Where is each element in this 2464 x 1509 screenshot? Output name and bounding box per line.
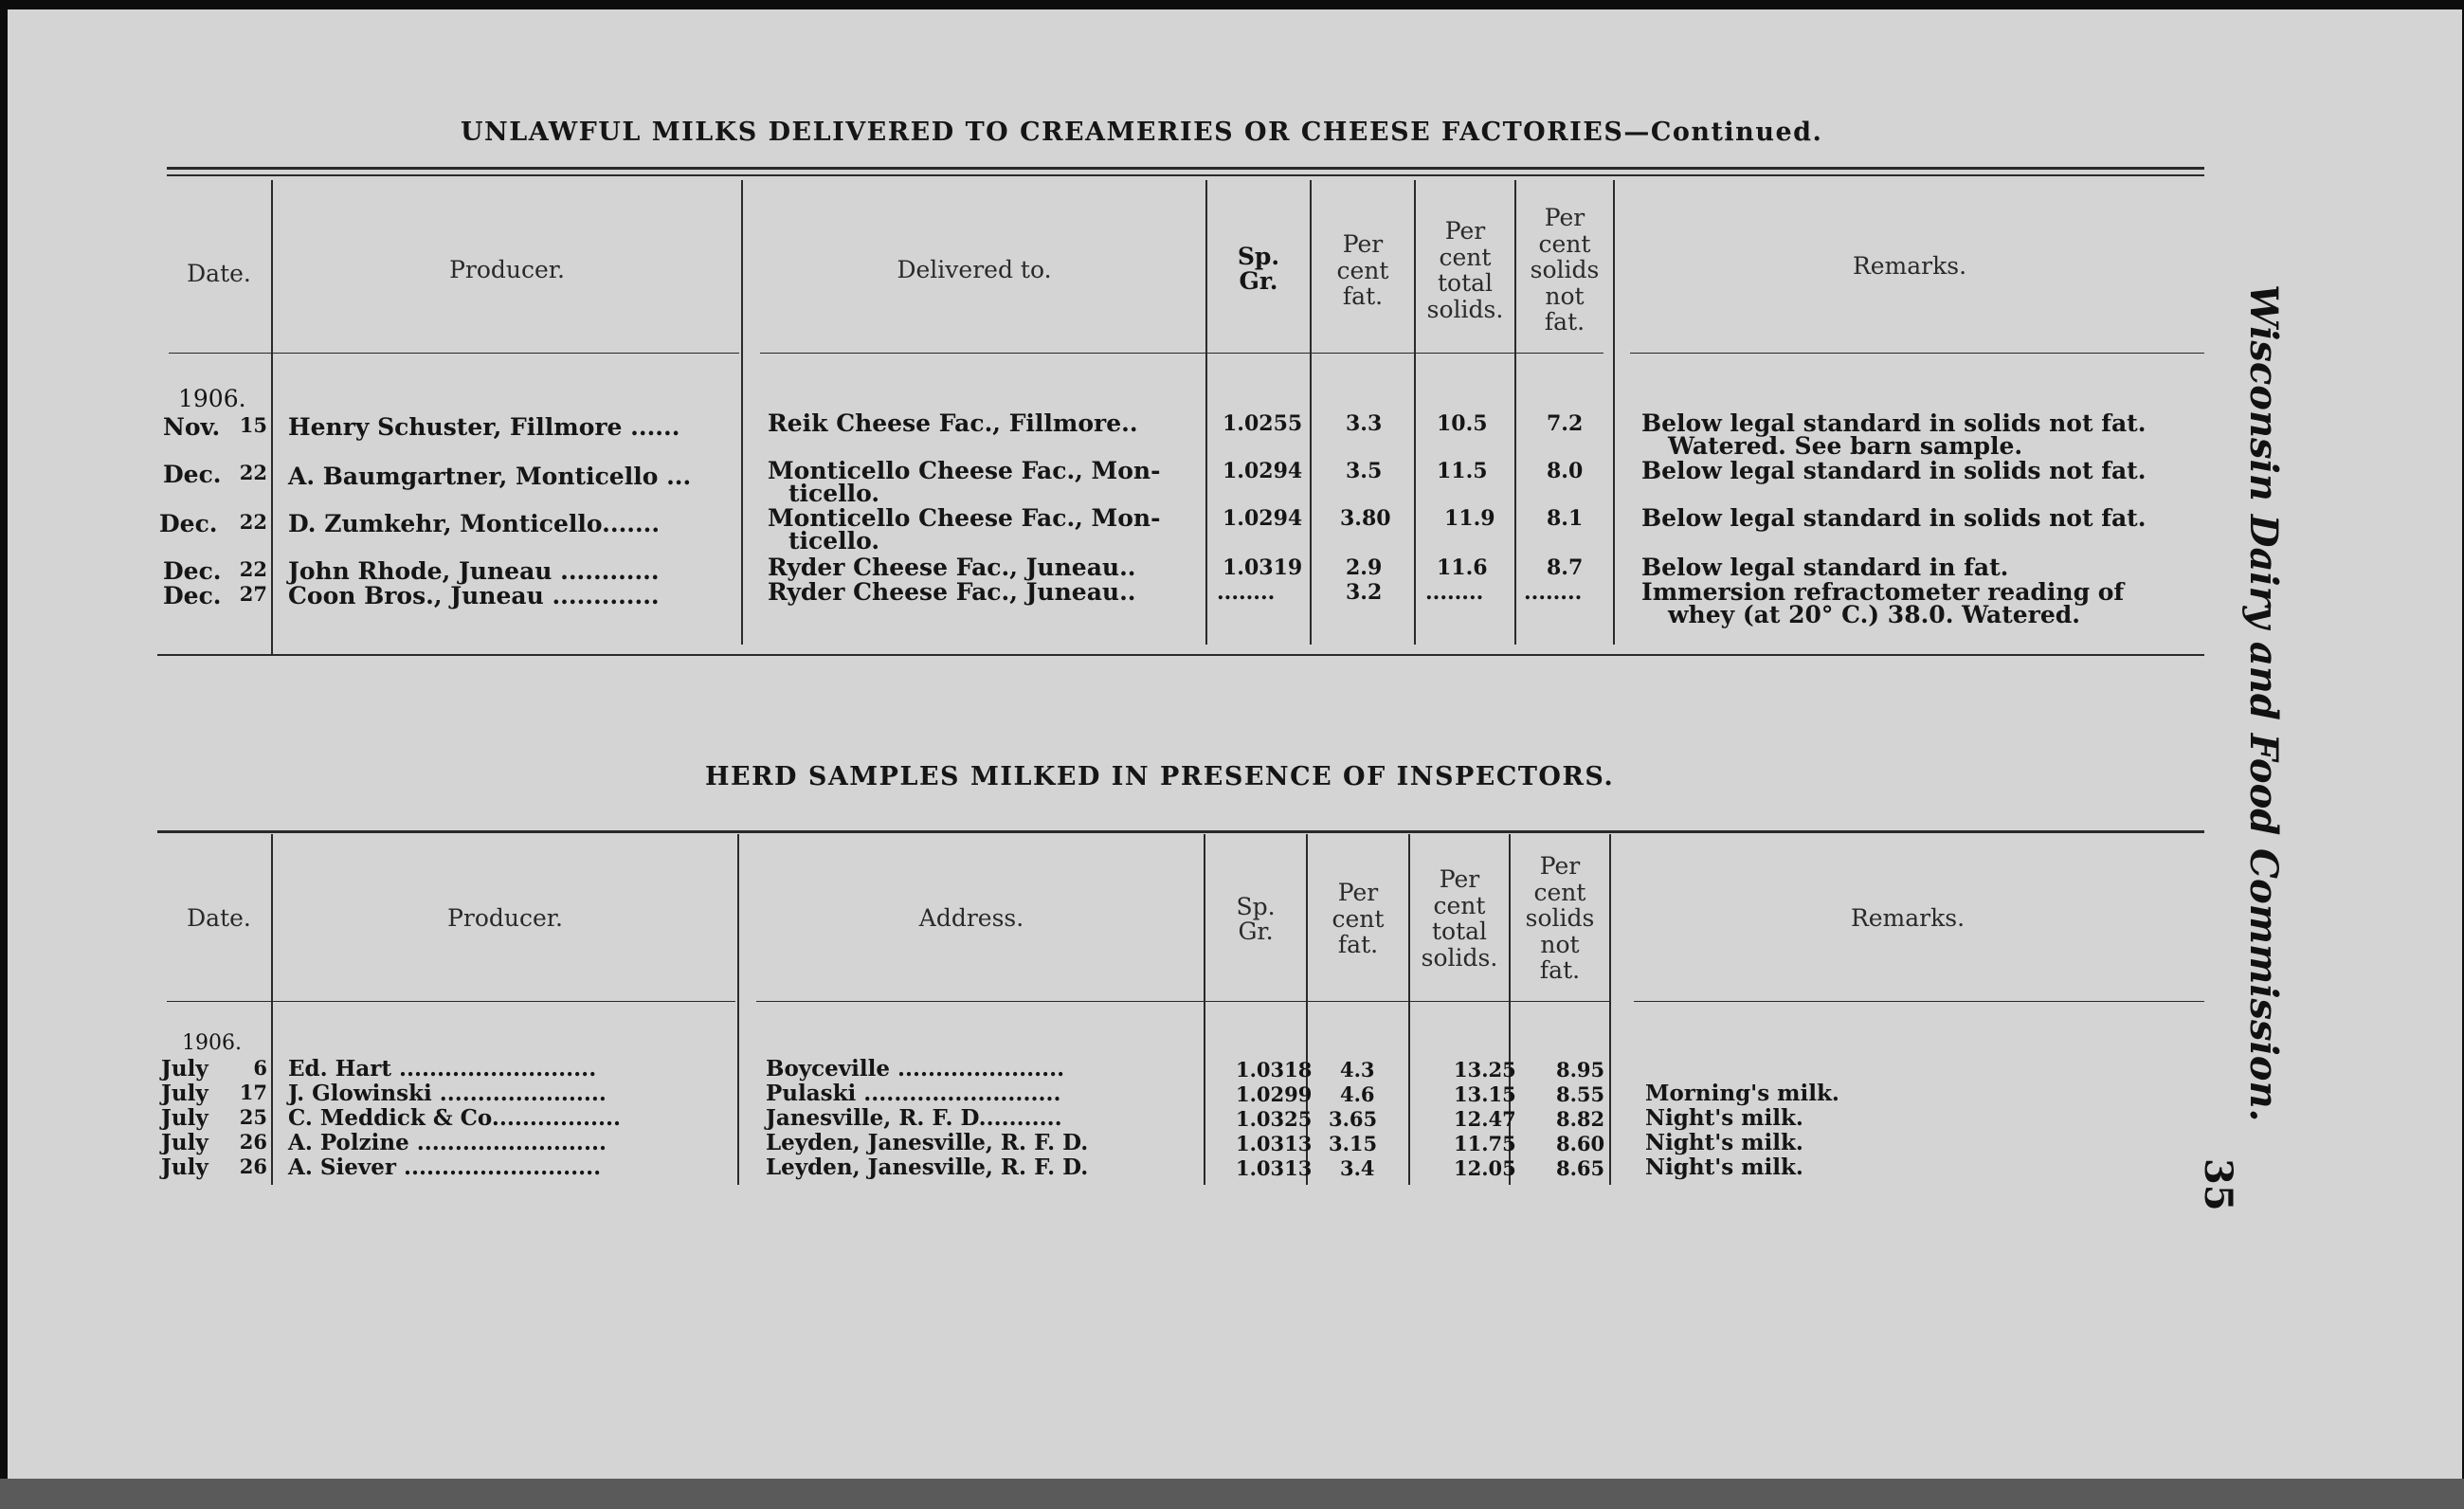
total-solids-cell: 11.5 (1437, 459, 1488, 483)
date-day: 6 (253, 1056, 267, 1080)
header-date: Date. (187, 904, 251, 932)
solids-not-fat-cell: ........ (1524, 580, 1583, 605)
date-day: 22 (239, 461, 267, 484)
address-cell: Leyden, Janesville, R. F. D. (766, 1130, 1089, 1155)
col-rule (271, 180, 273, 654)
col-rule (1204, 834, 1205, 1185)
fat-cell: 3.5 (1346, 459, 1383, 483)
solids-not-fat-cell: 8.55 (1556, 1082, 1605, 1106)
solids-not-fat-cell: 8.1 (1547, 506, 1584, 531)
header-total-solids: Per cent total solids. (1421, 865, 1498, 972)
header-solids-not-fat: Per cent solids not fat. (1530, 204, 1600, 336)
year-label: 1906. (178, 385, 246, 412)
side-running-title: Wisconsin Dairy and Food Commission. (2241, 284, 2286, 1122)
date-month: Dec. (163, 461, 222, 488)
fat-cell: 4.3 (1340, 1058, 1375, 1082)
sp-gr-cell: 1.0294 (1223, 506, 1303, 531)
producer-cell: Ed. Hart .......................... (288, 1056, 597, 1082)
delivered-cell: Monticello Cheese Fac., Mon- (768, 457, 1161, 484)
producer-cell: A. Polzine ......................... (288, 1130, 607, 1155)
date-day: 25 (239, 1105, 267, 1129)
producer-cell: C. Meddick & Co................. (288, 1105, 621, 1131)
total-solids-cell: 11.75 (1454, 1132, 1516, 1155)
fat-cell: 3.2 (1346, 580, 1383, 605)
address-cell: Janesville, R. F. D........... (766, 1105, 1062, 1131)
fat-cell: 3.4 (1340, 1156, 1375, 1180)
herd-title: HERD SAMPLES MILKED IN PRESENCE OF INSPECTORS. (705, 762, 1615, 791)
total-solids-cell: 11.9 (1444, 506, 1495, 531)
date-day: 22 (239, 557, 267, 581)
fat-cell: 3.65 (1329, 1107, 1378, 1131)
sp-gr-cell: 1.0319 (1223, 555, 1303, 580)
sp-gr-cell: 1.0313 (1236, 1132, 1313, 1155)
header-producer: Producer. (449, 256, 565, 283)
date-day: 22 (239, 510, 267, 534)
header-fat: Per cent fat. (1336, 230, 1389, 310)
sp-gr-cell: 1.0325 (1236, 1107, 1313, 1131)
producer-cell: A. Siever .......................... (288, 1154, 602, 1180)
fat-cell: 2.9 (1346, 555, 1383, 580)
remarks-cell: Below legal standard in solids not fat. (1641, 409, 2147, 437)
year-label: 1906. (182, 1031, 242, 1055)
top-double-rule-b (167, 174, 2204, 176)
fat-cell: 4.6 (1340, 1082, 1375, 1106)
header-rule (169, 353, 739, 354)
remarks-cell-cont: whey (at 20° C.) 38.0. Watered. (1668, 601, 2080, 628)
date-month: July (161, 1130, 208, 1155)
header-remarks: Remarks. (1850, 904, 1966, 932)
header-sp-gr: Sp. Gr. (1236, 893, 1276, 946)
remarks-cell: Night's milk. (1645, 1105, 1803, 1131)
sp-gr-cell: 1.0299 (1236, 1082, 1313, 1106)
remarks-cell: Immersion refractometer reading of (1641, 578, 2125, 606)
delivered-cell: Monticello Cheese Fac., Mon- (768, 504, 1161, 532)
sp-gr-cell: 1.0294 (1223, 459, 1303, 483)
date-day: 26 (239, 1154, 267, 1178)
header-delivered: Delivered to. (897, 256, 1052, 283)
fat-cell: 3.15 (1329, 1132, 1378, 1155)
producer-cell: D. Zumkehr, Monticello....... (288, 510, 661, 537)
solids-not-fat-cell: 8.65 (1556, 1156, 1605, 1180)
herd-top-rule (157, 830, 2204, 833)
date-month: July (161, 1056, 208, 1082)
remarks-cell-cont: Watered. See barn sample. (1668, 432, 2023, 460)
date-day: 17 (239, 1081, 267, 1104)
total-solids-cell: 11.6 (1437, 555, 1488, 580)
remarks-cell: Night's milk. (1645, 1154, 1803, 1180)
date-month: July (161, 1154, 208, 1180)
sp-gr-cell: ........ (1217, 580, 1276, 605)
address-cell: Leyden, Janesville, R. F. D. (766, 1154, 1089, 1180)
header-sp-gr: Sp. Gr. (1237, 243, 1280, 296)
col-rule (737, 834, 739, 1185)
header-rule (760, 353, 1603, 354)
header-remarks: Remarks. (1852, 252, 1967, 280)
header-date: Date. (187, 260, 251, 287)
date-month: Dec. (159, 510, 218, 537)
header-producer: Producer. (447, 904, 563, 932)
fat-cell: 3.80 (1340, 506, 1391, 531)
remarks-cell: Night's milk. (1645, 1130, 1803, 1155)
date-day: 15 (239, 413, 267, 437)
producer-cell: John Rhode, Juneau ............ (288, 557, 660, 585)
remarks-cell: Below legal standard in solids not fat. (1641, 457, 2147, 484)
date-month: Dec. (163, 582, 222, 609)
date-month: Nov. (163, 413, 221, 441)
solids-not-fat-cell: 8.7 (1547, 555, 1584, 580)
date-month: Dec. (163, 557, 222, 585)
solids-not-fat-cell: 8.82 (1556, 1107, 1605, 1131)
header-total-solids: Per cent total solids. (1426, 217, 1504, 323)
total-solids-cell: 12.47 (1454, 1107, 1516, 1131)
solids-not-fat-cell: 8.95 (1556, 1058, 1605, 1082)
fat-cell: 3.3 (1346, 411, 1383, 436)
sp-gr-cell: 1.0318 (1236, 1058, 1313, 1082)
col-rule (1613, 180, 1615, 645)
remarks-cell: Below legal standard in solids not fat. (1641, 504, 2147, 532)
date-month: July (161, 1081, 208, 1106)
address-cell: Pulaski .......................... (766, 1081, 1061, 1106)
date-day: 27 (239, 582, 267, 606)
header-solids-not-fat: Per cent solids not fat. (1525, 852, 1595, 984)
date-month: July (161, 1105, 208, 1131)
solids-not-fat-cell: 8.60 (1556, 1132, 1605, 1155)
remarks-cell: Below legal standard in fat. (1641, 554, 2009, 581)
scanned-page (8, 9, 2462, 1488)
col-rule (741, 180, 743, 645)
total-solids-cell: 13.15 (1454, 1082, 1516, 1106)
col-rule (271, 834, 273, 1185)
producer-cell: A. Baumgartner, Monticello ... (288, 463, 692, 490)
scan-bottom-edge (0, 1479, 2464, 1509)
producer-cell: J. Glowinski ...................... (288, 1081, 607, 1106)
header-address: Address. (918, 904, 1024, 932)
table-bottom-rule (157, 654, 2204, 656)
producer-cell: Coon Bros., Juneau ............. (288, 582, 660, 609)
delivered-cell: Ryder Cheese Fac., Juneau.. (768, 554, 1136, 581)
sp-gr-cell: 1.0313 (1236, 1156, 1313, 1180)
solids-not-fat-cell: 8.0 (1547, 459, 1584, 483)
producer-cell: Henry Schuster, Fillmore ...... (288, 413, 680, 441)
total-solids-cell: 13.25 (1454, 1058, 1516, 1082)
total-solids-cell: 10.5 (1437, 411, 1488, 436)
remarks-cell: Morning's milk. (1645, 1081, 1839, 1106)
delivered-cell-cont: ticello. (788, 480, 880, 507)
total-solids-cell: ........ (1425, 580, 1484, 605)
sp-gr-cell: 1.0255 (1223, 411, 1303, 436)
solids-not-fat-cell: 7.2 (1547, 411, 1584, 436)
date-day: 26 (239, 1130, 267, 1154)
page-number: 35 (2196, 1158, 2240, 1211)
address-cell: Boyceville ...................... (766, 1056, 1065, 1082)
col-rule (1609, 834, 1611, 1185)
delivered-cell: Reik Cheese Fac., Fillmore.. (768, 409, 1138, 437)
top-double-rule-a (167, 167, 2204, 170)
total-solids-cell: 12.05 (1454, 1156, 1516, 1180)
delivered-cell: Ryder Cheese Fac., Juneau.. (768, 578, 1136, 606)
header-rule (1634, 1001, 2204, 1002)
header-rule (167, 1001, 735, 1002)
header-fat: Per cent fat. (1332, 879, 1385, 958)
unlawful-title: UNLAWFUL MILKS DELIVERED TO CREAMERIES OR CHEESE FACTORIES—Continued. (461, 118, 1823, 147)
header-rule (756, 1001, 1609, 1002)
delivered-cell-cont: ticello. (788, 527, 880, 555)
header-rule (1630, 353, 2204, 354)
